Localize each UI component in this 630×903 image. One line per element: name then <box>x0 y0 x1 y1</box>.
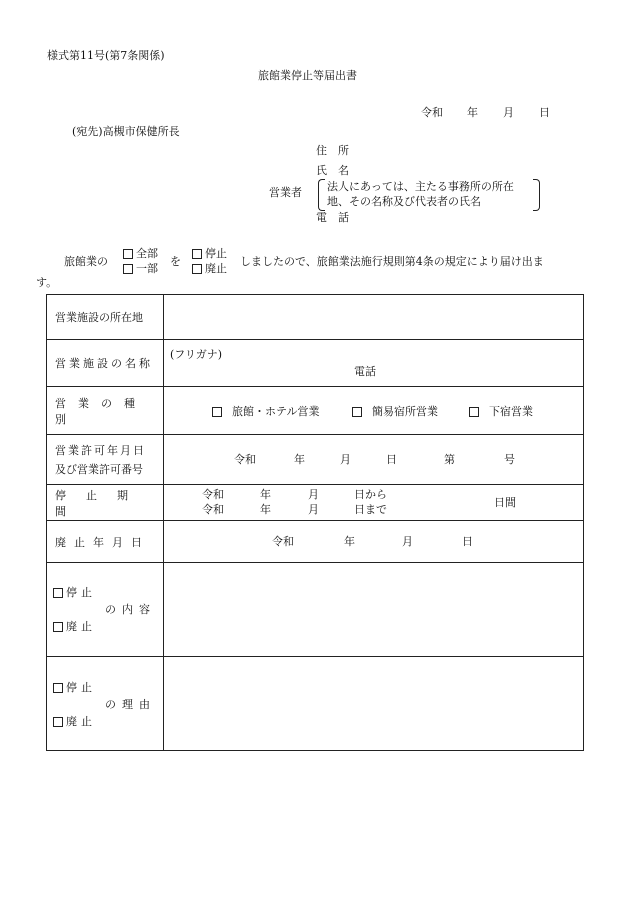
to-month: 月 <box>308 503 319 516</box>
furigana-label: (フリガナ) <box>170 348 223 361</box>
permit-go: 号 <box>504 453 515 466</box>
abolish-era: 令和 <box>272 535 294 548</box>
facility-location-label: 営業施設の所在地 <box>55 311 143 324</box>
from-month: 月 <box>308 488 319 501</box>
bracket-right <box>533 179 540 211</box>
permit-label-1: 営業許可年月日 <box>55 444 146 457</box>
days-label: 日間 <box>494 496 516 509</box>
facility-phone-label: 電話 <box>354 365 376 378</box>
date-day-label: 日 <box>539 106 550 119</box>
option-all[interactable]: 全部 <box>123 248 158 259</box>
checkbox-content-abolish[interactable] <box>53 622 63 632</box>
address-label: 住 所 <box>316 144 349 157</box>
abolish-date-label: 廃止年月日 <box>55 535 150 549</box>
reason-abolish[interactable]: 廃止 <box>53 716 96 727</box>
permit-field[interactable] <box>164 435 584 485</box>
checkbox-content-stop[interactable] <box>53 588 63 598</box>
permit-no: 第 <box>444 453 455 466</box>
from-year: 年 <box>260 488 271 501</box>
to-era: 令和 <box>202 503 224 516</box>
permit-day: 日 <box>386 453 397 466</box>
corporate-note-line1: 法人にあっては、主たる事務所の所在 <box>327 180 514 193</box>
type-option-simple[interactable]: 簡易宿所営業 <box>352 406 438 417</box>
to-day: 日まで <box>354 503 387 516</box>
abolish-month: 月 <box>402 535 413 548</box>
date-year-label: 年 <box>467 106 478 119</box>
permit-era: 令和 <box>234 453 256 466</box>
corporate-note-line2: 地、その名称及び代表者の氏名 <box>327 195 481 208</box>
option-part[interactable]: 一部 <box>123 263 158 274</box>
facility-location-field[interactable] <box>164 295 584 340</box>
statement-body: しましたので、旅館業法施行規則第4条の規定により届け出ま <box>240 255 544 268</box>
abolish-day: 日 <box>462 535 473 548</box>
content-abolish[interactable]: 廃止 <box>53 621 96 632</box>
operator-label: 営業者 <box>269 186 302 199</box>
type-option-ryokan[interactable]: 旅館・ホテル営業 <box>212 406 319 417</box>
form-number: 様式第11号(第7条関係) <box>47 49 165 62</box>
row-facility-name <box>47 340 584 387</box>
content-field[interactable] <box>164 563 584 657</box>
checkbox-all[interactable] <box>123 249 133 259</box>
document-title: 旅館業停止等届出書 <box>258 69 357 82</box>
abolish-year: 年 <box>344 535 355 548</box>
date-month-label: 月 <box>503 106 514 119</box>
reason-label: の理由 <box>105 698 156 711</box>
row-business-type <box>47 387 584 435</box>
checkbox-boarding[interactable] <box>469 407 479 417</box>
reason-field[interactable] <box>164 657 584 751</box>
option-abolish[interactable]: 廃止 <box>192 263 227 274</box>
date-era: 令和 <box>421 106 443 119</box>
to-year: 年 <box>260 503 271 516</box>
row-reason <box>47 657 584 751</box>
facility-name-field[interactable] <box>164 340 584 387</box>
row-suspension <box>47 485 584 521</box>
row-abolish-date <box>47 521 584 563</box>
bracket-left <box>318 179 325 211</box>
permit-label-2: 及び営業許可番号 <box>55 463 143 476</box>
checkbox-reason-abolish[interactable] <box>53 717 63 727</box>
addressee: (宛先)高槻市保健所長 <box>72 125 180 138</box>
reason-stop[interactable]: 停止 <box>53 682 96 693</box>
checkbox-ryokan[interactable] <box>212 407 222 417</box>
permit-month: 月 <box>340 453 351 466</box>
content-stop[interactable]: 停止 <box>53 587 96 598</box>
name-label: 氏 名 <box>316 164 349 177</box>
checkbox-reason-stop[interactable] <box>53 683 63 693</box>
abolish-date-field[interactable] <box>164 521 584 563</box>
permit-year: 年 <box>294 453 305 466</box>
phone-label: 電 話 <box>316 211 349 224</box>
statement-tail: す。 <box>36 276 58 289</box>
statement-particle: を <box>170 255 181 268</box>
notification-table <box>46 294 584 751</box>
suspension-field[interactable] <box>164 485 584 521</box>
statement-prefix: 旅館業の <box>64 255 108 268</box>
option-stop[interactable]: 停止 <box>192 248 227 259</box>
row-permit <box>47 435 584 485</box>
from-era: 令和 <box>202 488 224 501</box>
checkbox-abolish[interactable] <box>192 264 202 274</box>
row-facility-location <box>47 295 584 340</box>
content-label: の内容 <box>105 603 156 616</box>
type-option-boarding[interactable]: 下宿営業 <box>469 406 533 417</box>
from-day: 日から <box>354 488 387 501</box>
checkbox-stop[interactable] <box>192 249 202 259</box>
suspension-label: 停止期間 <box>55 488 148 518</box>
checkbox-simple[interactable] <box>352 407 362 417</box>
checkbox-part[interactable] <box>123 264 133 274</box>
business-type-label: 営業の種別 <box>55 396 147 426</box>
facility-name-label: 営業施設の名称 <box>55 357 153 370</box>
row-content <box>47 563 584 657</box>
